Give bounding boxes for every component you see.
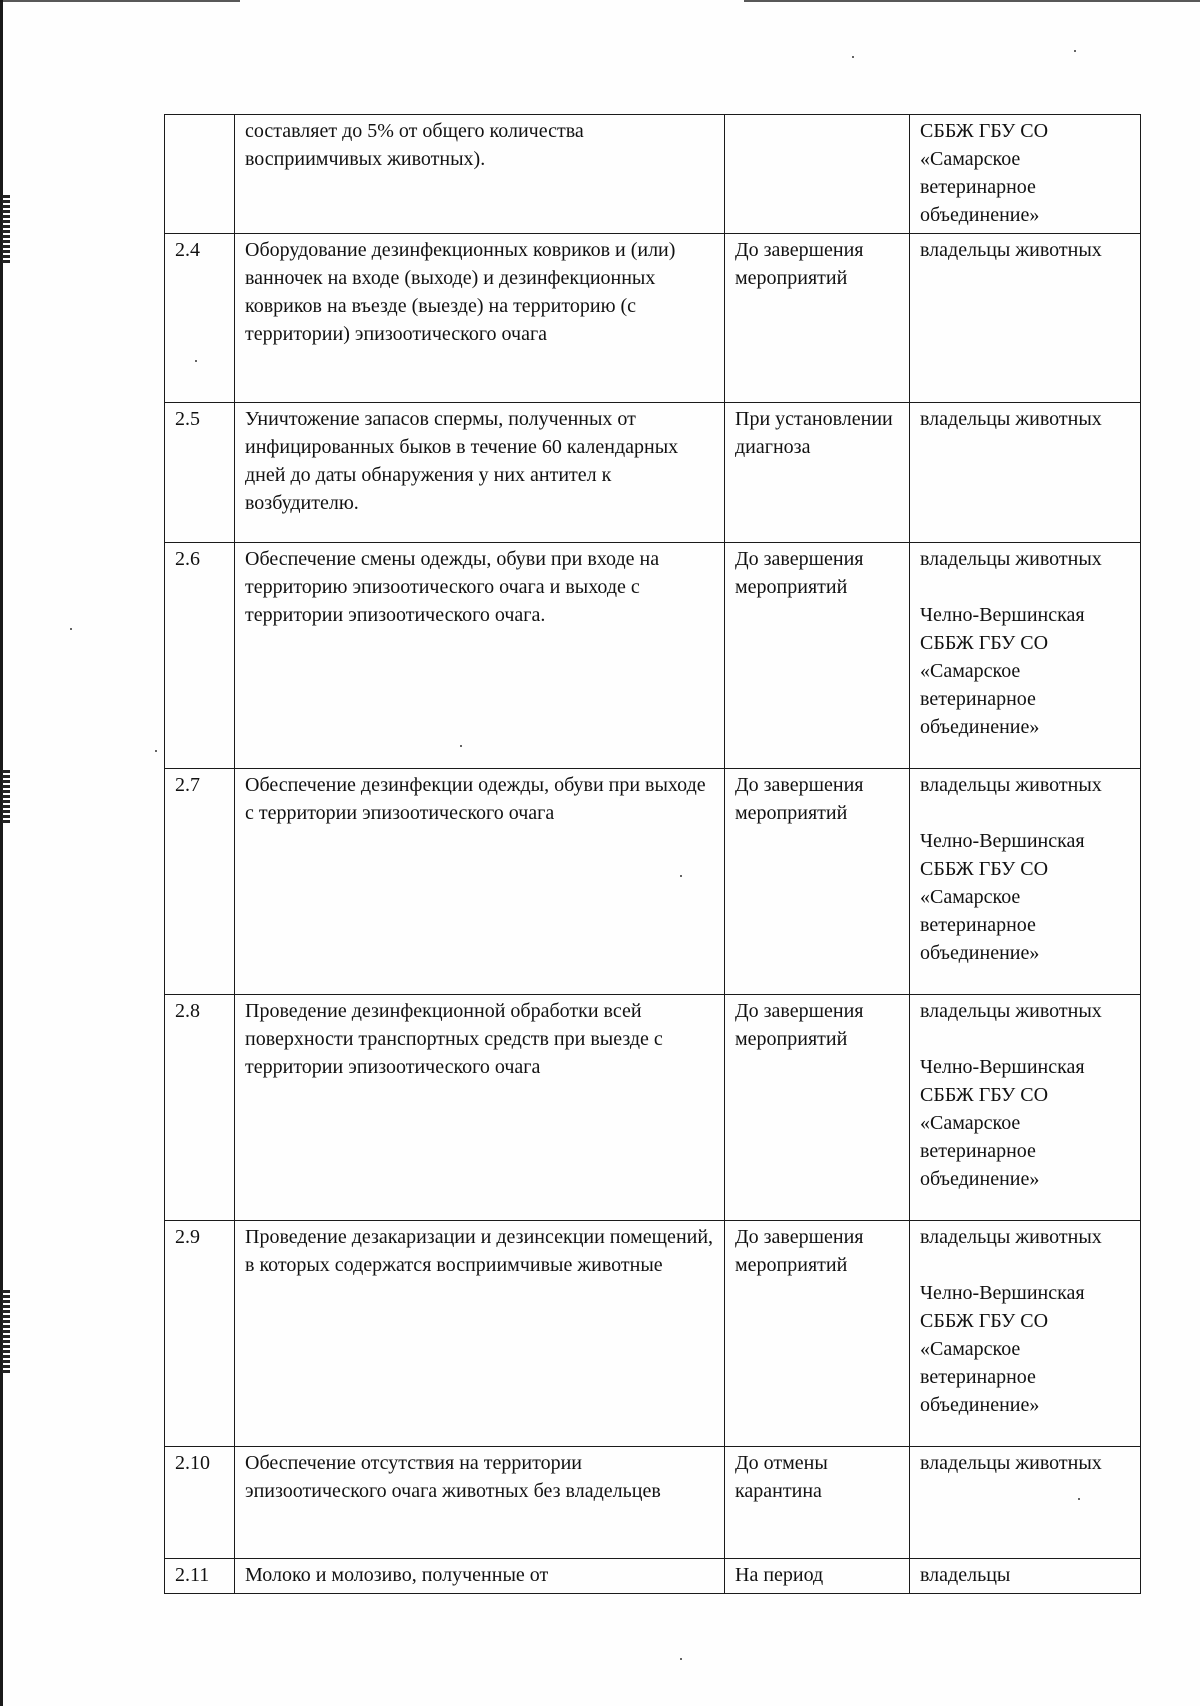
responsible-cell xyxy=(910,543,1141,769)
scan-edge-top xyxy=(0,0,1200,2)
table-row xyxy=(165,769,1141,995)
table-row xyxy=(165,115,1141,234)
responsible-text: Челно-Вершинская СББЖ ГБУ СО «Самарское ветеринарное объединение» xyxy=(920,1282,1085,1416)
responsible-text: Челно-Вершинская СББЖ ГБУ СО «Самарское ветеринарное объединение» xyxy=(920,604,1085,738)
row-number: 2.8 xyxy=(165,995,235,1221)
responsible-cell xyxy=(910,1221,1141,1447)
row-number: 2.10 xyxy=(165,1447,235,1559)
table-row xyxy=(165,1447,1141,1559)
row-number: 2.9 xyxy=(165,1221,235,1447)
scan-speck xyxy=(1074,50,1076,52)
measure-text: Обеспечение отсутствия на территории эпизоотического очага животных без владельцев xyxy=(235,1447,725,1559)
table-row xyxy=(165,543,1141,769)
row-number: 2.6 xyxy=(165,543,235,769)
measure-text: составляет до 5% от общего количества восприимчивых животных). xyxy=(235,115,725,234)
term-text: До завершения мероприятий xyxy=(725,1221,910,1447)
term-text: На период xyxy=(725,1559,910,1594)
scan-speck xyxy=(155,750,157,752)
measure-text: Обеспечение смены одежды, обуви при входе на территорию эпизоотического очага и выходе с территории эпизоотического очага. xyxy=(235,543,725,769)
responsible-text: «Самарское ветеринарное объединение» xyxy=(920,148,1040,226)
table-row xyxy=(165,403,1141,543)
table-row xyxy=(165,995,1141,1221)
term-text: До завершения мероприятий xyxy=(725,543,910,769)
row-number: 2.4 xyxy=(165,234,235,403)
responsible-cell xyxy=(910,403,1141,543)
measure-text: Уничтожение запасов спермы, полученных от инфицированных быков в течение 60 календарных дней до даты обнаружения у них антител к возбудителю. xyxy=(235,403,725,543)
table-row xyxy=(165,234,1141,403)
measure-text xyxy=(235,769,725,995)
responsible-cell xyxy=(910,769,1141,995)
binding-mark xyxy=(2,770,10,825)
term-text: До завершения мероприятий xyxy=(725,995,910,1221)
responsible-text: владельцы животных xyxy=(920,1452,1102,1474)
responsible-text: Челно-Вершинская СББЖ ГБУ СО «Самарское ветеринарное объединение» xyxy=(920,1056,1085,1190)
responsible-text: владельцы животных xyxy=(920,548,1102,570)
scan-speck xyxy=(70,628,72,630)
responsible-text: владельцы животных xyxy=(920,774,1102,796)
scan-speck xyxy=(680,1658,682,1660)
term-text: До завершения мероприятий xyxy=(725,234,910,403)
row-number xyxy=(165,115,235,234)
binding-mark xyxy=(2,195,10,265)
responsible-cell xyxy=(910,995,1141,1221)
measure-text: Проведение дезакаризации и дезинсекции помещений, в которых содержатся восприимчивые животные xyxy=(235,1221,725,1447)
responsible-cell xyxy=(910,115,1141,234)
term-text xyxy=(725,115,910,234)
responsible-text: владельцы животных xyxy=(920,239,1102,261)
responsible-text: владельцы животных xyxy=(920,1226,1102,1248)
row-number: 2.5 xyxy=(165,403,235,543)
responsible-text: владельцы животных xyxy=(920,1000,1102,1022)
binding-mark xyxy=(2,1290,10,1375)
responsible-text: Челно-Вершинская СББЖ ГБУ СО «Самарское ветеринарное объединение» xyxy=(920,830,1085,964)
measure-text: Оборудование дезинфекционных ковриков и (или) ванночек на входе (выходе) и дезинфекционных ковриков на въезде (выезде) на территорию (с территории) эпизоотического очага xyxy=(235,234,725,403)
scan-speck xyxy=(852,56,854,58)
measure-text-content: Обеспечение дезинфекции одежды, обуви при выходе с территории эпизоотического очага xyxy=(245,774,706,824)
measure-text: Проведение дезинфекционной обработки всей поверхности транспортных средств при выезде с территории эпизоотического очага xyxy=(235,995,725,1221)
measures-table xyxy=(164,114,1141,1594)
responsible-cell xyxy=(910,1559,1141,1594)
term-text: До завершения мероприятий xyxy=(725,769,910,995)
table-row xyxy=(165,1559,1141,1594)
responsible-text: СББЖ ГБУ СО xyxy=(920,120,1049,142)
responsible-text: владельцы животных xyxy=(920,408,1102,430)
row-number: 2.11 xyxy=(165,1559,235,1594)
term-text: При установлении диагноза xyxy=(725,403,910,543)
term-text: До отмены карантина xyxy=(725,1447,910,1559)
responsible-cell xyxy=(910,234,1141,403)
responsible-cell xyxy=(910,1447,1141,1559)
row-number: 2.7 xyxy=(165,769,235,995)
table-row xyxy=(165,1221,1141,1447)
measure-text: Молоко и молозиво, полученные от xyxy=(235,1559,725,1594)
responsible-text: владельцы xyxy=(920,1564,1011,1586)
